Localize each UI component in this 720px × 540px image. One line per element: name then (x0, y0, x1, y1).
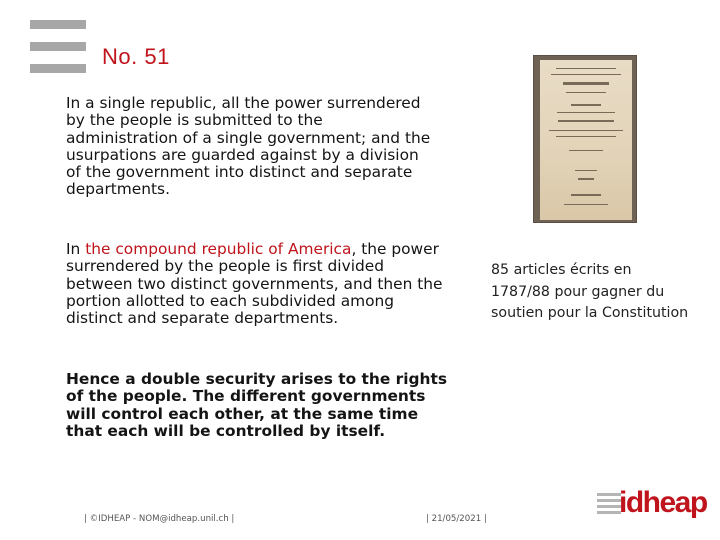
paragraph-text: In (66, 240, 86, 258)
book-line (556, 136, 616, 137)
paragraph-compound-republic (66, 241, 446, 327)
federalist-book-image (534, 56, 636, 222)
paragraph-text: , the power surrendered by the people is first divided between two distinct governments, and then the portion allotted to each subdivided among distinct and separate departments. (66, 240, 443, 328)
book-line (569, 150, 603, 151)
paragraph-double-security: Hence a double security arises to the rights of the people. The different governments will control each other, at the same time that each will be controlled by itself. (66, 370, 447, 440)
book-line (557, 112, 615, 113)
menu-icon (30, 20, 86, 76)
menu-bar (30, 20, 86, 29)
book-line (566, 92, 606, 93)
footer-contact: | ©IDHEAP - NOM@idheap.unil.ch | (84, 514, 235, 524)
book-page (540, 60, 632, 220)
slide-title: No. 51 (102, 44, 170, 69)
highlight-compound-republic: the compound republic of America (85, 240, 352, 258)
footer-date: | 21/05/2021 | (426, 514, 487, 524)
side-note: 85 articles écrits en 1787/88 pour gagner du soutien pour la Constitution (491, 262, 689, 321)
book-line (575, 170, 597, 171)
book-line (556, 68, 616, 69)
menu-bar (30, 42, 86, 51)
idheap-logo (597, 486, 707, 524)
book-line (558, 120, 614, 122)
logo-text: idheap (619, 486, 707, 519)
logo-lines-icon (597, 493, 621, 519)
book-line (551, 74, 621, 75)
menu-bar (30, 64, 86, 73)
book-line (571, 194, 601, 196)
book-line (549, 130, 623, 131)
paragraph-single-republic: In a single republic, all the power surrendered by the people is submitted to the administration of a single government; and the usurpations are guarded against by a division of the government into distinct and separate departments. (66, 94, 431, 199)
book-line (578, 178, 594, 180)
book-line (563, 82, 609, 85)
book-line (564, 204, 608, 205)
book-line (571, 104, 601, 106)
